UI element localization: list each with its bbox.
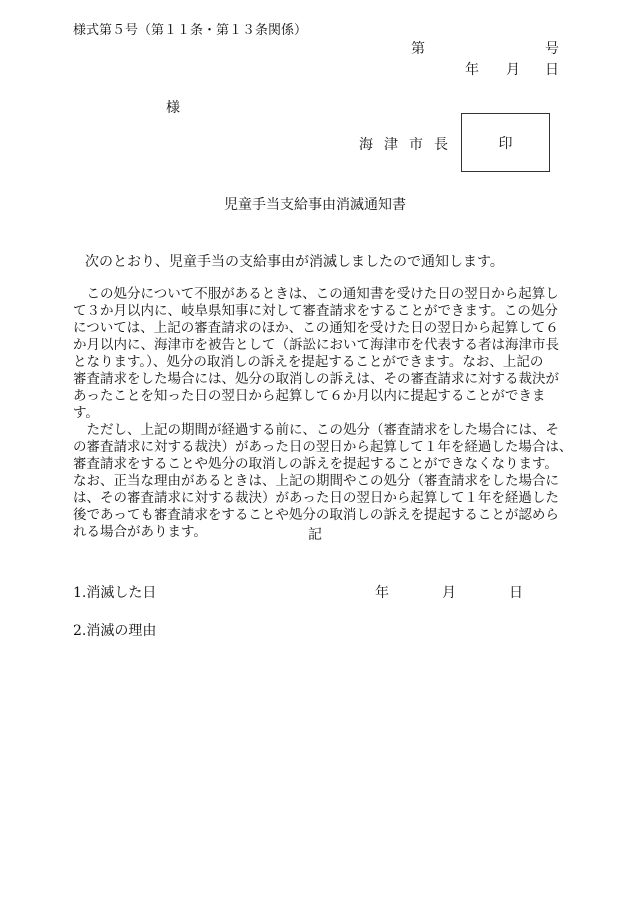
- notice-line: 審査請求をした場合には、処分の取消しの訴えは、その審査請求に対する裁決が: [73, 371, 559, 387]
- addressee-suffix: 様: [166, 100, 180, 116]
- item1-date-year: 年: [375, 585, 389, 601]
- seal-label: 印: [498, 135, 513, 152]
- issuer-name: 海津市長: [359, 137, 459, 153]
- notice-line: なお、正当な理由があるときは、上記の期間やこの処分（審査請求をした場合に: [73, 473, 559, 489]
- notice-line: れる場合があります。: [73, 524, 207, 540]
- document-title: 児童手当支給事由消滅通知書: [224, 197, 406, 213]
- doc-number-suffix: 号: [545, 41, 559, 57]
- notice-line: は、その審査請求に対する裁決）があった日の翌日から起算して１年を経過した: [73, 490, 559, 506]
- notice-line: 審査請求をすることや処分の取消しの訴えを提起することができなくなります。: [73, 456, 558, 472]
- notice-line: 後であっても審査請求をすることや処分の取消しの訴えを提起することが認めら: [73, 507, 559, 523]
- form-number: 様式第５号（第１１条・第１３条関係）: [73, 23, 308, 38]
- notice-line: となります。）、処分の取消しの訴えを提起することができます。なお、上記の: [73, 354, 544, 370]
- notice-line: か月以内に、海津市を被告として（訴訟において海津市を代表する者は海津市長: [73, 337, 559, 353]
- top-date-month: 月: [506, 62, 520, 78]
- notice-line: て３か月以内に、岐阜県知事に対して審査請求をすることができます。この処分: [73, 303, 558, 319]
- item1-date-month: 月: [442, 585, 456, 601]
- notice-line: については、上記の審査請求のほか、この通知を受けた日の翌日から起算して６: [73, 320, 559, 336]
- notice-line: す。: [73, 405, 99, 421]
- top-date-day: 日: [545, 62, 559, 78]
- intro-text: 次のとおり、児童手当の支給事由が消滅しましたので通知します。: [85, 254, 504, 270]
- ki-heading: 記: [308, 527, 322, 543]
- notice-line: この処分について不服があるときは、この通知書を受けた日の翌日から起算し: [73, 286, 559, 302]
- seal-box: [461, 113, 550, 172]
- item1-date-day: 日: [509, 585, 523, 601]
- notice-line: ただし、上記の期間が経過する前に、この処分（審査請求をした場合には、そ: [73, 422, 559, 438]
- notice-line: の審査請求に対する裁決）があった日の翌日から起算して１年を経過した場合は、: [73, 439, 573, 455]
- notice-line: あったことを知った日の翌日から起算して６か月以内に提起することができま: [73, 388, 546, 404]
- item2-label: 2.消滅の理由: [73, 623, 157, 639]
- top-date-year: 年: [465, 62, 479, 78]
- doc-number-prefix: 第: [411, 41, 425, 57]
- item1-label: 1.消滅した日: [73, 585, 157, 601]
- appeal-notice: [73, 286, 573, 541]
